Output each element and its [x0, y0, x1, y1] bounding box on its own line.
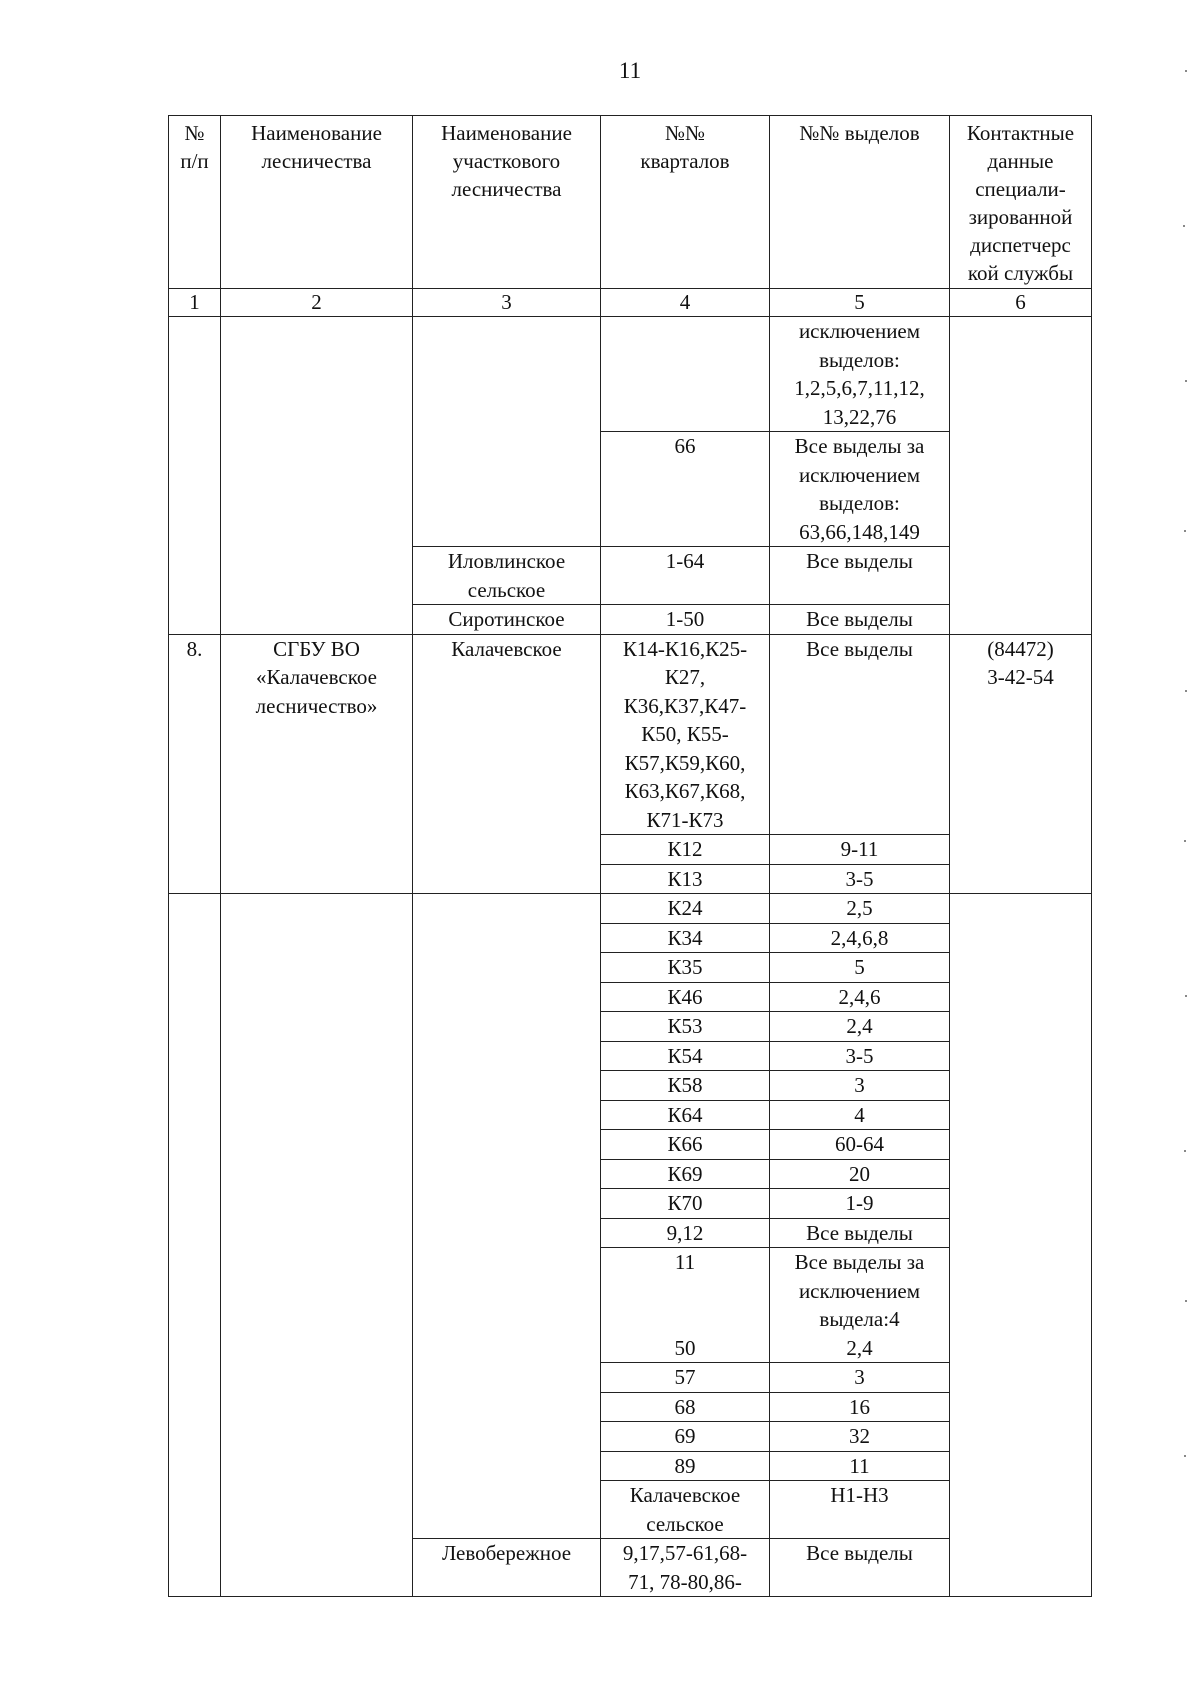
table-row	[169, 317, 1092, 432]
quarters-cell: К34	[601, 923, 770, 953]
forestry-name: СГБУ ВО «Калачевское лесничество»	[221, 634, 413, 894]
district-cell: Левобережное	[413, 1539, 601, 1597]
allotments-cell: Все выделы	[770, 634, 950, 835]
header-allotments: №№ выделов	[770, 116, 950, 289]
quarters-cell: 9,17,57-61,68- 71, 78-80,86-	[601, 1539, 770, 1597]
quarters-cell: К69	[601, 1159, 770, 1189]
index-cell: 1	[169, 289, 221, 317]
scan-speck	[1185, 690, 1187, 692]
quarters-cell: К64	[601, 1100, 770, 1130]
quarters-cell: К46	[601, 982, 770, 1012]
entry-number: 8.	[169, 634, 221, 894]
allotments-cell: 1-9	[770, 1189, 950, 1219]
forestry-table	[168, 115, 1092, 1597]
quarters-cell: К54	[601, 1041, 770, 1071]
allotments-cell: Все выделы	[770, 1218, 950, 1248]
district-name: Калачевское	[413, 634, 601, 894]
quarters-cell: К70	[601, 1189, 770, 1219]
contacts-cell-empty	[950, 317, 1092, 635]
header-quarters: №№ кварталов	[601, 116, 770, 289]
quarters-cell: Н1-Н3	[770, 1481, 950, 1539]
allotments-cell: 2,5	[770, 894, 950, 924]
quarters-cell: К53	[601, 1012, 770, 1042]
quarters-cell: 89	[601, 1451, 770, 1481]
index-cell: 2	[221, 289, 413, 317]
allotments-cell: 4	[770, 1100, 950, 1130]
district-cell-empty	[413, 894, 601, 1539]
header-contacts: Контактные данные специали- зированной диспетчерс кой службы	[950, 116, 1092, 289]
index-cell: 5	[770, 289, 950, 317]
allotments-cell: 2,4,6,8	[770, 923, 950, 953]
header-forestry: Наименование лесничества	[221, 116, 413, 289]
quarters-cell: К12	[601, 835, 770, 865]
contact-info: (84472) 3-42-54	[950, 634, 1092, 894]
quarters-cell: К58	[601, 1071, 770, 1101]
quarters-cell: 1-50	[601, 605, 770, 635]
quarters-cell: К24	[601, 894, 770, 924]
district-cell-empty	[413, 317, 601, 547]
allotments-cell: Все выделы	[770, 1539, 950, 1597]
quarters-cell: 1-64	[601, 547, 770, 605]
quarters-cell: К35	[601, 953, 770, 983]
scan-speck	[1185, 70, 1187, 72]
allotments-cell: 2,4,6	[770, 982, 950, 1012]
allotments-cell: 9-11	[770, 835, 950, 865]
scan-speck	[1184, 840, 1186, 842]
num-cell-empty	[169, 317, 221, 635]
district-cell: Иловлинское сельское	[413, 547, 601, 605]
allotments-cell: 3	[770, 1071, 950, 1101]
allotments-cell: 32	[770, 1422, 950, 1452]
allotments-cell: Все выделы за исключением выделов: 63,66,148,149	[770, 432, 950, 547]
allotments-cell: Все выделы	[770, 605, 950, 635]
scan-speck	[1184, 1150, 1186, 1152]
allotments-cell: 5	[770, 953, 950, 983]
allotments-cell: 11	[770, 1451, 950, 1481]
quarters-cell: 11 50	[601, 1248, 770, 1363]
allotments-cell: Все выделы	[770, 547, 950, 605]
table-header-row	[169, 116, 1092, 289]
header-district: Наименование участкового лесничества	[413, 116, 601, 289]
quarters-cell: К66	[601, 1130, 770, 1160]
index-cell: 3	[413, 289, 601, 317]
allotments-cell: Все выделы за исключением выдела:4 2,4	[770, 1248, 950, 1363]
quarters-cell: 9,12	[601, 1218, 770, 1248]
allotments-cell: 3-5	[770, 864, 950, 894]
scan-speck	[1185, 995, 1187, 997]
scan-speck	[1184, 530, 1186, 532]
quarters-cell: К13	[601, 864, 770, 894]
index-cell: 4	[601, 289, 770, 317]
allotments-cell: 3	[770, 1363, 950, 1393]
scan-speck	[1185, 380, 1187, 382]
allotments-cell: 60-64	[770, 1130, 950, 1160]
table-row	[169, 894, 1092, 924]
column-index-row	[169, 289, 1092, 317]
quarters-cell: 57	[601, 1363, 770, 1393]
quarters-cell-empty	[601, 317, 770, 432]
num-cell-empty	[169, 894, 221, 1597]
allotments-cell: 16	[770, 1392, 950, 1422]
forestry-cell-empty	[221, 894, 413, 1597]
quarters-cell: 68	[601, 1392, 770, 1422]
quarters-cell: 66	[601, 432, 770, 547]
contacts-cell-empty	[950, 894, 1092, 1597]
quarters-cell: 69	[601, 1422, 770, 1452]
quarters-cell: К14-К16,К25- К27, К36,К37,К47- К50, К55- К57,К59,К60, К63,К67,К68, К71-К73	[601, 634, 770, 835]
table-row	[169, 634, 1092, 835]
scan-speck	[1185, 1300, 1187, 1302]
district-cell: Сиротинское	[413, 605, 601, 635]
scan-speck	[1183, 225, 1185, 227]
allotments-cell: исключением выделов: 1,2,5,6,7,11,12, 13,22,76	[770, 317, 950, 432]
forestry-cell-empty	[221, 317, 413, 635]
header-num: № п/п	[169, 116, 221, 289]
page-number: 11	[618, 58, 642, 83]
scan-speck	[1184, 1455, 1186, 1457]
allotments-cell: 20	[770, 1159, 950, 1189]
index-cell: 6	[950, 289, 1092, 317]
allotments-cell: 3-5	[770, 1041, 950, 1071]
district-cell: Калачевское сельское	[601, 1481, 770, 1539]
allotments-cell: 2,4	[770, 1012, 950, 1042]
